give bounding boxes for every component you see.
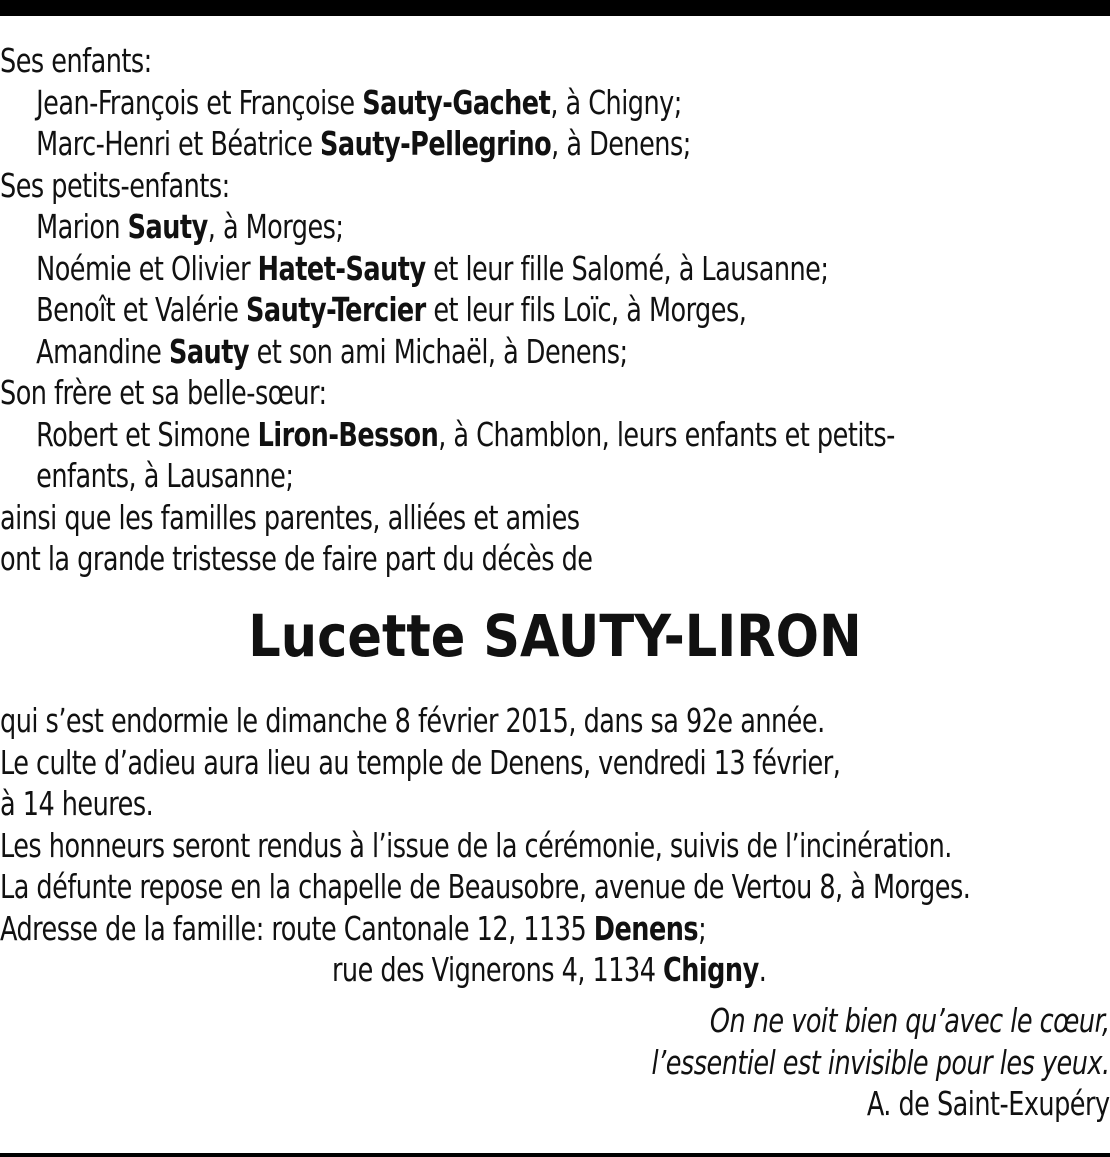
sibling-entry-continued: enfants, à Lausanne; — [36, 456, 294, 495]
family-name: Liron-Besson — [257, 414, 439, 454]
address-city: Chigny — [663, 950, 759, 989]
family-name: Sauty-Gachet — [362, 82, 551, 122]
families-line: ainsi que les familles parentes, alliées et amies — [0, 497, 580, 537]
service-details — [0, 700, 1110, 991]
family-list — [0, 40, 955, 580]
grandchild-entry: Noémie et Olivier Hatet-Sauty et leur fille Salomé, à Lausanne; — [36, 248, 829, 288]
children-header: Ses enfants: — [0, 41, 152, 80]
address-line-2: rue des Vignerons 4, 1134 Chigny. — [331, 950, 767, 989]
grandchild-entry: Benoît et Valérie Sauty-Tercier et leur fils Loïc, à Morges, — [36, 290, 747, 329]
child-entry: Jean-François et Françoise Sauty-Gachet, à Chigny; — [36, 82, 682, 122]
quote-author: A. de Saint-Exupéry — [867, 1084, 1110, 1123]
honours-line: Les honneurs seront rendus à l’issue de la cérémonie, suivis de l’incinération. — [0, 825, 952, 865]
repose-line: La défunte repose en la chapelle de Beausobre, avenue de Vertou 8, à Morges. — [0, 867, 971, 906]
family-name: Sauty — [168, 331, 250, 371]
address-city: Denens — [593, 908, 699, 948]
bottom-rule — [0, 1153, 1110, 1157]
quote-line: On ne voit bien qu’avec le cœur, — [710, 1001, 1110, 1040]
sibling-header: Son frère et sa belle-sœur: — [0, 373, 327, 412]
family-name: Sauty-Pellegrino — [320, 124, 552, 163]
address-line: Adresse de la famille: route Cantonale 12, 1135 Denens; — [0, 908, 707, 948]
epitaph-quote — [652, 1000, 1110, 1125]
family-name: Sauty-Tercier — [246, 290, 426, 329]
death-line: qui s’est endormie le dimanche 8 février 2015, dans sa 92e année. — [0, 701, 825, 740]
family-name: Sauty — [127, 207, 208, 246]
announce-line: ont la grande tristesse de faire part du décès de — [0, 539, 593, 578]
grandchild-entry: Marion Sauty, à Morges; — [36, 207, 344, 246]
deceased-name: Lucette SAUTY-LIRON — [248, 602, 862, 670]
child-entry: Marc-Henri et Béatrice Sauty-Pellegrino, à Denens; — [36, 124, 691, 163]
service-time-line: à 14 heures. — [0, 784, 154, 823]
sibling-entry: Robert et Simone Liron-Besson, à Chamblon, leurs enfants et petits- — [36, 414, 895, 454]
family-name: Hatet-Sauty — [257, 248, 426, 288]
top-rule — [0, 0, 1110, 16]
grandchildren-header: Ses petits-enfants: — [0, 165, 230, 205]
quote-line: l’essentiel est invisible pour les yeux. — [652, 1042, 1110, 1082]
grandchild-entry: Amandine Sauty et son ami Michaël, à Denens; — [36, 331, 628, 371]
service-line: Le culte d’adieu aura lieu au temple de Denens, vendredi 13 février, — [0, 742, 841, 782]
